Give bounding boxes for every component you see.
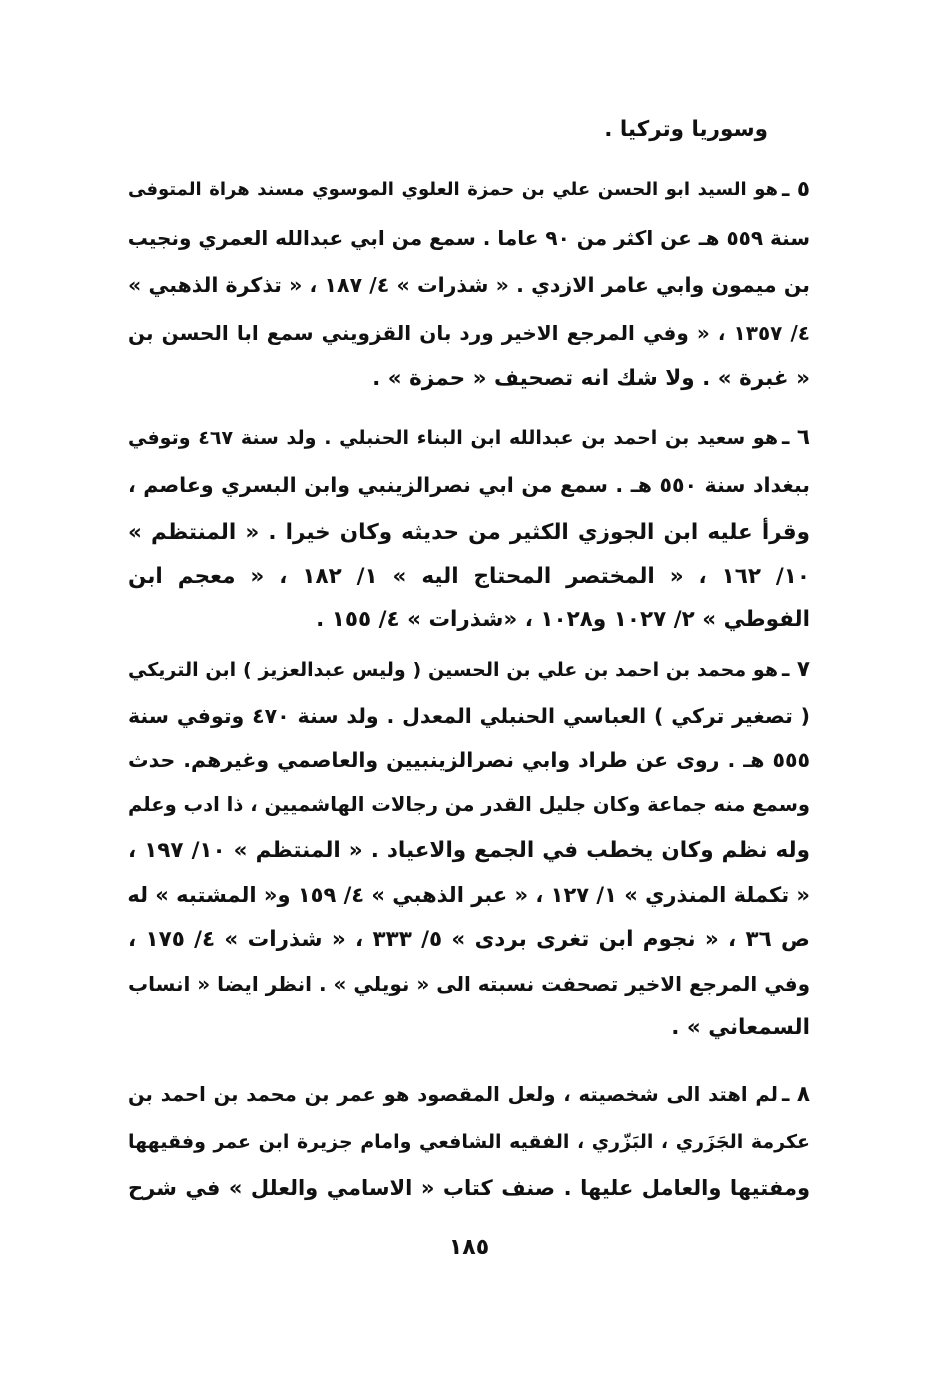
footnote-line: الفوطي » ٢/ ١٠٢٧ و١٠٢٨ ، «شذرات » ٤/ ١٥٥ . (316, 607, 810, 632)
footnote-line: ٥٥٥ هـ . روى عن طراد وابي نصرالزينبيين والعاصمي وغيرهم. حدث (128, 748, 810, 772)
footnote-line: هو سعيد بن احمد بن عبدالله ابن البناء الحنبلي . ولد سنة ٤٦٧ وتوفي (128, 427, 778, 449)
page-number: ١٨٥ (448, 1235, 490, 1260)
footnote-line: ببغداد سنة ٥٥٠ هـ . سمع من ابي نصرالزينبي وابن البسري وعاصم ، (128, 473, 811, 497)
footnote-line: هو السيد ابو الحسن علي بن حمزة العلوي الموسوي مسند هراة المتوفى (128, 179, 778, 200)
footnote-number: ٨ ـ (782, 1082, 810, 1107)
footnote-line: هو محمد بن احمد بن علي بن الحسين ( وليس عبدالعزيز ) ابن التريكي (128, 659, 778, 681)
footnote-line: ٤/ ١٣٥٧ ، « وفي المرجع الاخير ورد بان القزويني سمع ابا الحسن بن (128, 321, 810, 345)
footnote-line: ( تصغير تركي ) العباسي الحنبلي المعدل . ولد سنة ٤٧٠ وتوفي سنة (128, 704, 810, 728)
footnote-line: ١٠/ ١٦٢ ، « المختصر المحتاج اليه » ١/ ١٨٢ ، « معجم ابن (128, 564, 811, 589)
footnote-line: وله نظم وكان يخطب في الجمع والاعياد . « المنتظم » ١٠/ ١٩٧ ، (128, 838, 810, 863)
footnote-number: ٦ ـ (782, 425, 810, 450)
footnote-line: عكرمة الجَزَري ، البَزّري ، الفقيه الشافعي وامام جزيرة ابن عمر وفقيهها (128, 1131, 810, 1153)
intro-line: وسوريا وتركيا . (604, 117, 768, 142)
footnote-line: وسمع منه جماعة وكان جليل القدر من رجالات الهاشميين ، ذا ادب وعلم (128, 793, 810, 816)
footnote-number: ٥ ـ (782, 177, 810, 202)
footnote-number: ٧ ـ (782, 657, 810, 682)
footnote-line: وفي المرجع الاخير تصحفت نسبته الى « نويلي » . انظر ايضا « انساب (128, 972, 810, 996)
footnote-line: ومفتيها والعامل عليها . صنف كتاب « الاسامي والعلل » في شرح (128, 1176, 810, 1200)
footnote-line: بن ميمون وابي عامر الازدي . « شذرات » ٤/ ١٨٧ ، « تذكرة الذهبي » (128, 273, 810, 297)
footnote-line: وقرأ عليه ابن الجوزي الكثير من حديثه وكان خيرا . « المنتظم » (128, 520, 810, 545)
footnote-line: لم اهتد الى شخصيته ، ولعل المقصود هو عمر بن محمد بن احمد بن (128, 1083, 778, 1106)
footnote-line: السمعاني » . (671, 1015, 810, 1040)
footnote-line: « غبرة » . ولا شك انه تصحيف « حمزة » . (372, 366, 810, 391)
footnote-line: سنة ٥٥٩ هـ عن اكثر من ٩٠ عاما . سمع من ابي عبدالله العمري ونجيب (127, 226, 810, 250)
footnote-line: ص ٣٦ ، « نجوم ابن تغرى بردى » ٥/ ٣٣٣ ، « شذرات » ٤/ ١٧٥ ، (128, 927, 810, 952)
footnote-line: « تكملة المنذري » ١/ ١٢٧ ، « عبر الذهبي » ٤/ ١٥٩ و« المشتبه » له (127, 883, 810, 907)
